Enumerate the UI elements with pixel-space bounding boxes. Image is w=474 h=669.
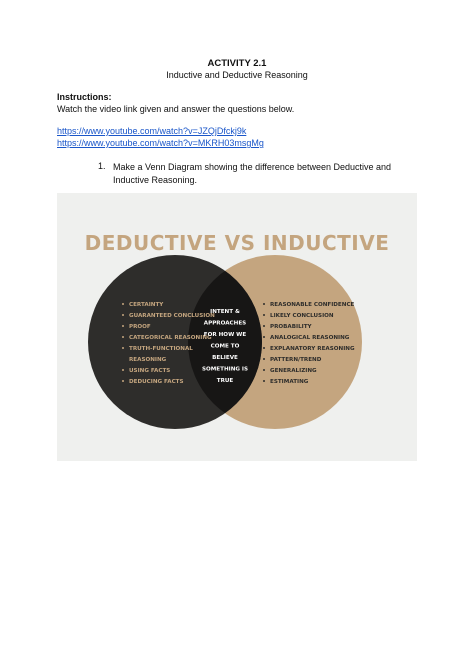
bullet-dot [122,303,124,305]
venn-heading: DEDUCTIVE VS INDUCTIVE [84,231,390,255]
instructions-text: Watch the video link given and answer the questions below. [57,104,295,114]
bullet-dot [122,325,124,327]
overlap-line: SOMETHING IS [201,366,249,373]
overlap-line: INTENT & [210,309,240,315]
overlap-line: TRUE [216,378,234,384]
inductive-item: LIKELY CONCLUSION [270,313,334,319]
inductive-item: EXPLANATORY REASONING [270,346,355,352]
inductive-item: ESTIMATING [270,379,309,385]
question-text: Make a Venn Diagram showing the difference between Deductive and Inductive Reasoning. [113,162,392,185]
bullet-dot [263,380,265,382]
deductive-item: CERTAINTY [129,302,164,308]
bullet-dot [122,380,124,382]
inductive-item: ANALOGICAL REASONING [270,335,350,341]
bullet-dot [122,336,124,338]
video-link-1[interactable]: https://www.youtube.com/watch?v=JZQjDfckj9k [57,126,247,136]
video-link-2[interactable]: https://www.youtube.com/watch?v=MKRH03msgMg [57,138,264,148]
instructions-heading: Instructions: [57,92,112,102]
overlap-line: BELIEVE [212,355,238,361]
activity-subtitle: Inductive and Deductive Reasoning [166,70,308,80]
inductive-item: REASONABLE CONFIDENCE [270,302,355,308]
overlap-line: FOR HOW WE [203,332,247,338]
deductive-item: DEDUCING FACTS [129,379,184,385]
overlap-line: APPROACHES [203,320,247,327]
bullet-dot [263,325,265,327]
bullet-dot [122,369,124,371]
bullet-dot [263,347,265,349]
deductive-item: GUARANTEED CONCLUSION [129,313,215,319]
venn-diagram-image [57,193,417,461]
venn-diagram [57,193,417,461]
deductive-item: USING FACTS [129,368,171,374]
overlap-line: COME TO [210,343,240,350]
activity-title: ACTIVITY 2.1 [207,58,267,69]
bullet-dot [263,369,265,371]
inductive-item: GENERALIZING [270,368,317,374]
question-number: 1. [98,161,106,171]
bullet-dot [263,358,265,360]
inductive-item: PATTERN/TREND [270,357,322,363]
bullet-dot [122,314,124,316]
bullet-dot [263,314,265,316]
bullet-dot [263,336,265,338]
deductive-item: TRUTH-FUNCTIONAL [129,346,193,352]
deductive-item: CATEGORICAL REASONING [129,335,212,341]
deductive-item: PROOF [129,324,151,330]
inductive-item: PROBABILITY [270,324,312,330]
bullet-dot [263,303,265,305]
deductive-item: REASONING [129,357,167,363]
bullet-dot [122,347,124,349]
